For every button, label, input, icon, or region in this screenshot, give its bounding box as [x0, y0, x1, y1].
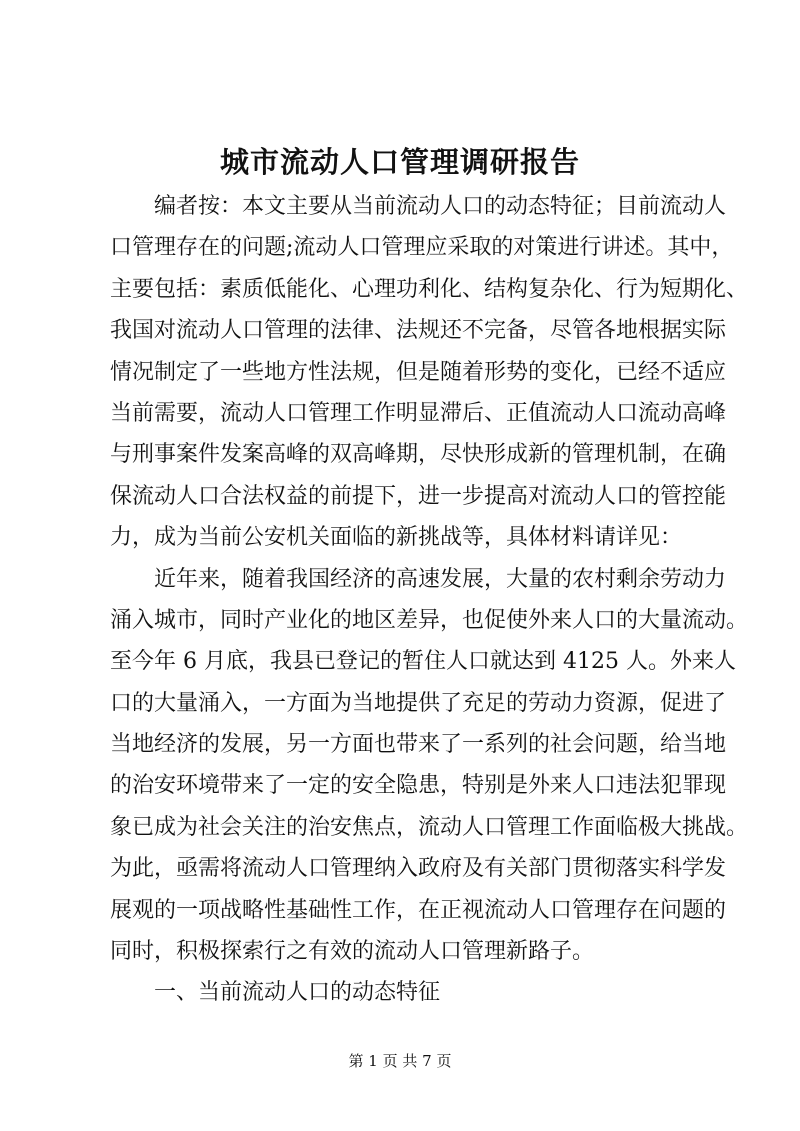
text-line: 同时，积极探索行之有效的流动人口管理新路子。 [110, 939, 595, 965]
section-heading: 一、当前流动人口的动态特征 [154, 980, 441, 1006]
text-line: 与刑事案件发案高峰的双高峰期，尽快形成新的管理机制，在确 [110, 442, 727, 468]
text-line: 情况制定了一些地方性法规，但是随着形势的变化，已经不适应 [110, 359, 727, 385]
document-title: 城市流动人口管理调研报告 [219, 145, 580, 179]
text-line: 近年来，随着我国经济的高速发展，大量的农村剩余劳动力 [154, 566, 727, 592]
text-line: 为此，亟需将流动人口管理纳入政府及有关部门贯彻落实科学发 [110, 856, 727, 882]
text-line: 口管理存在的问题;流动人口管理应采取的对策进行讲述。其中， [110, 235, 734, 261]
document-body [110, 186, 749, 1014]
text-line: 至今年 6 月底，我县已登记的暂住人口就达到 4125 人。外来人 [110, 649, 736, 675]
text-line: 当前需要，流动人口管理工作明显滞后、正值流动人口流动高峰 [110, 400, 727, 426]
text-line: 展观的一项战略性基础性工作，在正视流动人口管理存在问题的 [110, 897, 727, 923]
text-line: 当地经济的发展，另一方面也带来了一系列的社会问题，给当地 [110, 732, 727, 758]
text-line: 象已成为社会关注的治安焦点，流动人口管理工作面临极大挑战。 [110, 814, 749, 840]
page-footer: 第 1 页 共 7 页 [348, 1052, 452, 1070]
text-line: 主要包括：素质低能化、心理功利化、结构复杂化、行为短期化、 [110, 276, 749, 302]
text-line: 我国对流动人口管理的法律、法规还不完备，尽管各地根据实际 [110, 318, 727, 344]
text-line: 编者按：本文主要从当前流动人口的动态特征；目前流动人 [154, 194, 727, 219]
text-line: 力，成为当前公安机关面临的新挑战等，具体材料请详见： [110, 525, 683, 551]
text-line: 保流动人口合法权益的前提下，进一步提高对流动人口的管控能 [110, 483, 727, 509]
text-line: 的治安环境带来了一定的安全隐患，特别是外来人口违法犯罪现 [110, 773, 727, 799]
text-line: 涌入城市，同时产业化的地区差异，也促使外来人口的大量流动。 [110, 607, 749, 633]
text-line: 口的大量涌入，一方面为当地提供了充足的劳动力资源，促进了 [110, 690, 727, 716]
